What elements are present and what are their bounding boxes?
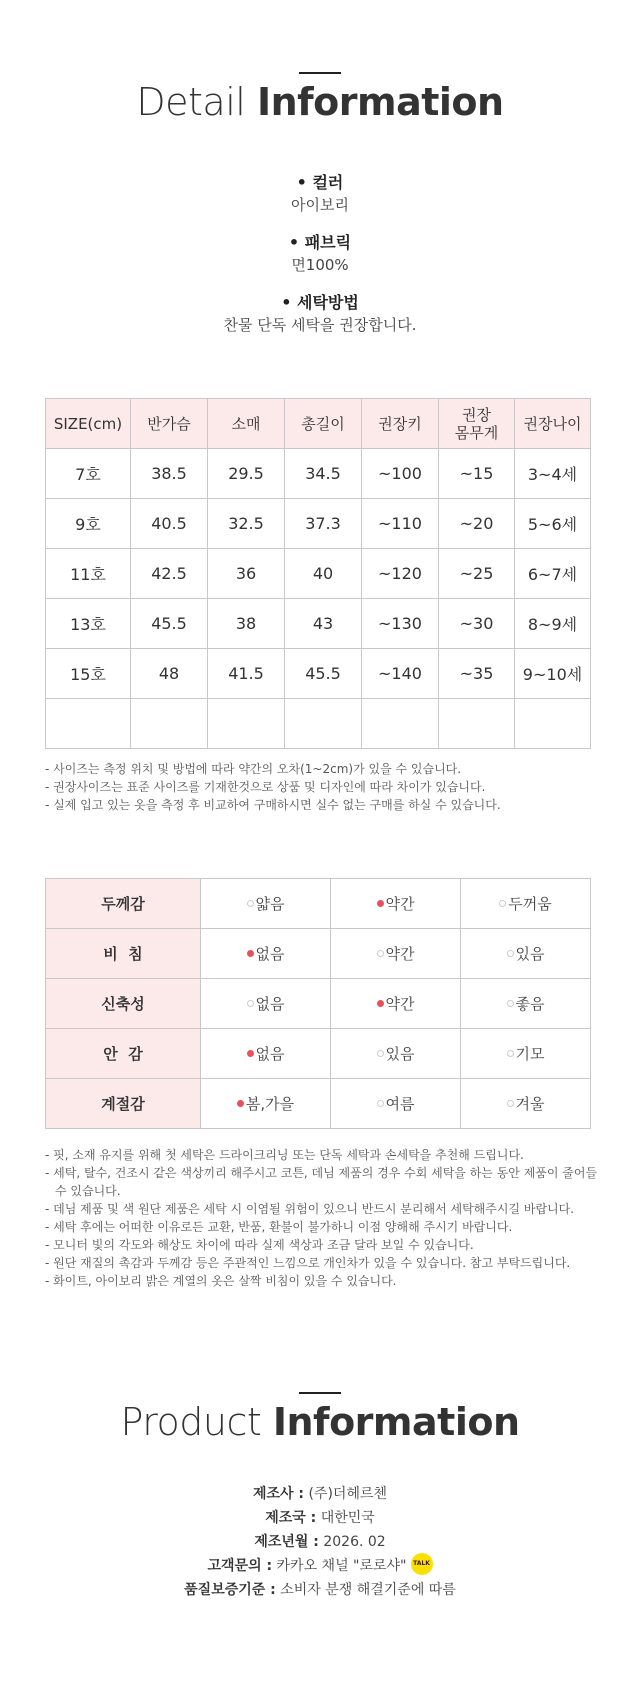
size-cell: 48 bbox=[131, 649, 208, 699]
product-info-value: (주)더헤르첸 bbox=[304, 1486, 388, 1502]
table-row bbox=[46, 449, 591, 499]
size-cell: 29.5 bbox=[208, 449, 285, 499]
selected-dot-icon bbox=[247, 950, 254, 957]
fabric-table bbox=[45, 878, 591, 1129]
table-row bbox=[46, 499, 591, 549]
note-item: - 세탁 후에는 어떠한 이유로든 교환, 반품, 환불이 불가하니 이점 양해해 주시기 바랍니다. bbox=[45, 1220, 513, 1234]
size-cell: 34.5 bbox=[285, 449, 362, 499]
fabric-label: 비 침 bbox=[46, 929, 201, 979]
note-item: - 세탁, 탈수, 건조시 같은 색상끼리 해주시고 코튼, 데님 제품의 경우 수회 세탁을 하는 동안 제품이 줄어들 수 있습니다. bbox=[45, 1166, 598, 1198]
fabric-option bbox=[461, 979, 591, 1029]
kakao-talk-icon[interactable]: TALK bbox=[411, 1553, 433, 1575]
product-title-bold: Information bbox=[272, 1400, 520, 1444]
product-info-value: 대한민국 bbox=[316, 1510, 375, 1526]
product-info-key: 제조사 : bbox=[252, 1486, 305, 1502]
note-item: - 모니터 빛의 각도와 해상도 차이에 따라 실제 색상과 조금 달라 보일 수 있습니다. bbox=[45, 1238, 474, 1252]
size-cell: 11호 bbox=[46, 549, 131, 599]
size-cell: ~30 bbox=[439, 599, 515, 649]
spec-value: 찬물 단독 세탁을 권장합니다. bbox=[223, 316, 417, 334]
unselected-dot-icon bbox=[377, 1100, 384, 1107]
unselected-dot-icon bbox=[377, 950, 384, 957]
fabric-option-label: 겨울 bbox=[515, 1095, 545, 1113]
table-row bbox=[46, 979, 591, 1029]
note-item: - 원단 재질의 촉감과 두께감 등은 주관적인 느낌으로 개인차가 있을 수 있습니다. 참고 부탁드립니다. bbox=[45, 1256, 571, 1270]
care-notes bbox=[45, 1146, 605, 1290]
spec-value: 면100% bbox=[291, 256, 349, 274]
product-title-bar bbox=[299, 1392, 341, 1394]
product-info-key: 고객문의 : bbox=[207, 1558, 273, 1574]
fabric-option-label: 있음 bbox=[515, 945, 545, 963]
size-cell bbox=[46, 699, 131, 749]
fabric-option-label: 얇음 bbox=[255, 895, 285, 913]
fabric-option-label: 좋음 bbox=[515, 995, 545, 1013]
product-title-light: Product bbox=[120, 1400, 262, 1444]
fabric-option bbox=[201, 879, 331, 929]
size-cell: 5~6세 bbox=[515, 499, 591, 549]
detail-title-bold: Information bbox=[256, 80, 504, 124]
product-info-value: 2026. 02 bbox=[318, 1534, 386, 1550]
product-info-line bbox=[0, 1578, 640, 1602]
size-header-cell: 반가슴 bbox=[131, 399, 208, 449]
size-cell bbox=[208, 699, 285, 749]
selected-dot-icon bbox=[377, 1000, 384, 1007]
product-info-value: 소비자 분쟁 해결기준에 따름 bbox=[275, 1582, 456, 1598]
size-cell: ~140 bbox=[362, 649, 439, 699]
size-table bbox=[45, 398, 591, 749]
product-info bbox=[0, 1482, 640, 1602]
fabric-label: 계절감 bbox=[46, 1079, 201, 1129]
size-cell: 40.5 bbox=[131, 499, 208, 549]
size-cell: 13호 bbox=[46, 599, 131, 649]
table-row bbox=[46, 549, 591, 599]
size-cell: 15호 bbox=[46, 649, 131, 699]
size-cell: 41.5 bbox=[208, 649, 285, 699]
fabric-option-label: 약간 bbox=[385, 945, 415, 963]
product-info-value: 카카오 채널 "로로샤" bbox=[272, 1558, 407, 1574]
size-cell: 43 bbox=[285, 599, 362, 649]
fabric-option-label: 약간 bbox=[385, 995, 415, 1013]
fabric-option-label: 있음 bbox=[385, 1045, 415, 1063]
fabric-option bbox=[201, 1029, 331, 1079]
spec-value: 아이보리 bbox=[291, 196, 349, 214]
size-header-cell: SIZE(cm) bbox=[46, 399, 131, 449]
fabric-label: 안 감 bbox=[46, 1029, 201, 1079]
product-info-line bbox=[0, 1506, 640, 1530]
unselected-dot-icon bbox=[499, 900, 506, 907]
unselected-dot-icon bbox=[247, 900, 254, 907]
note-item: - 권장사이즈는 표준 사이즈를 기재한것으로 상품 및 디자인에 따라 차이가 있습니다. bbox=[45, 780, 486, 794]
fabric-option-label: 없음 bbox=[255, 1045, 285, 1063]
fabric-option bbox=[461, 879, 591, 929]
note-item: - 사이즈는 측정 위치 및 방법에 따라 약간의 오차(1~2cm)가 있을 수 있습니다. bbox=[45, 762, 462, 776]
note-item: - 데님 제품 및 색 원단 제품은 세탁 시 이염될 위험이 있으니 반드시 분리해서 세탁해주시길 바랍니다. bbox=[45, 1202, 575, 1216]
table-row bbox=[46, 879, 591, 929]
table-row bbox=[46, 649, 591, 699]
fabric-option-label: 봄,가을 bbox=[245, 1095, 295, 1113]
unselected-dot-icon bbox=[507, 1050, 514, 1057]
detail-title bbox=[0, 80, 640, 124]
size-cell: ~20 bbox=[439, 499, 515, 549]
size-cell: ~15 bbox=[439, 449, 515, 499]
size-cell: ~35 bbox=[439, 649, 515, 699]
size-cell: 8~9세 bbox=[515, 599, 591, 649]
size-cell: 42.5 bbox=[131, 549, 208, 599]
unselected-dot-icon bbox=[377, 1050, 384, 1057]
table-row bbox=[46, 599, 591, 649]
fabric-label: 두께감 bbox=[46, 879, 201, 929]
product-info-key: 제조년월 : bbox=[254, 1534, 319, 1550]
note-item: - 실제 입고 있는 옷을 측정 후 비교하여 구매하시면 실수 없는 구매를 하실 수 있습니다. bbox=[45, 798, 501, 812]
size-cell: 38.5 bbox=[131, 449, 208, 499]
spec-washing bbox=[0, 292, 640, 336]
size-cell bbox=[362, 699, 439, 749]
fabric-option bbox=[331, 879, 461, 929]
detail-title-light: Detail bbox=[136, 80, 246, 124]
size-header-cell: 소매 bbox=[208, 399, 285, 449]
spec-label: • 패브릭 bbox=[288, 233, 352, 252]
selected-dot-icon bbox=[247, 1050, 254, 1057]
size-cell: ~25 bbox=[439, 549, 515, 599]
fabric-option bbox=[461, 929, 591, 979]
product-info-key: 제조국 : bbox=[265, 1510, 317, 1526]
size-cell bbox=[131, 699, 208, 749]
product-info-line bbox=[0, 1554, 640, 1578]
table-row bbox=[46, 929, 591, 979]
unselected-dot-icon bbox=[507, 950, 514, 957]
spec-label: • 세탁방법 bbox=[281, 293, 359, 312]
fabric-option-label: 여름 bbox=[385, 1095, 415, 1113]
size-cell: 37.3 bbox=[285, 499, 362, 549]
product-info-key: 품질보증기준 : bbox=[184, 1582, 276, 1598]
fabric-option bbox=[331, 1029, 461, 1079]
table-row bbox=[46, 699, 591, 749]
fabric-label: 신축성 bbox=[46, 979, 201, 1029]
fabric-option bbox=[201, 979, 331, 1029]
size-notes bbox=[45, 760, 605, 814]
size-header-cell: 권장나이 bbox=[515, 399, 591, 449]
fabric-option-label: 없음 bbox=[255, 995, 285, 1013]
size-header-cell: 총길이 bbox=[285, 399, 362, 449]
size-cell: 45.5 bbox=[131, 599, 208, 649]
table-row bbox=[46, 1029, 591, 1079]
size-cell: 36 bbox=[208, 549, 285, 599]
size-header-cell: 권장 몸무게 bbox=[439, 399, 515, 449]
detail-specs bbox=[0, 172, 640, 352]
note-item: - 화이트, 아이보리 밝은 계열의 옷은 살짝 비침이 있을 수 있습니다. bbox=[45, 1274, 397, 1288]
product-info-line bbox=[0, 1530, 640, 1554]
selected-dot-icon bbox=[237, 1100, 244, 1107]
spec-color bbox=[0, 172, 640, 216]
unselected-dot-icon bbox=[507, 1000, 514, 1007]
size-cell: 40 bbox=[285, 549, 362, 599]
fabric-option bbox=[461, 1029, 591, 1079]
size-cell bbox=[515, 699, 591, 749]
size-cell: ~110 bbox=[362, 499, 439, 549]
fabric-option-label: 두꺼움 bbox=[508, 895, 552, 913]
spec-label: • 컬러 bbox=[296, 173, 344, 192]
table-row bbox=[46, 1079, 591, 1129]
fabric-option bbox=[201, 1079, 331, 1129]
size-cell: ~120 bbox=[362, 549, 439, 599]
size-cell: 9~10세 bbox=[515, 649, 591, 699]
product-title bbox=[0, 1400, 640, 1444]
size-header-cell: 권장키 bbox=[362, 399, 439, 449]
size-cell: 38 bbox=[208, 599, 285, 649]
size-cell: ~130 bbox=[362, 599, 439, 649]
unselected-dot-icon bbox=[247, 1000, 254, 1007]
fabric-option-label: 기모 bbox=[515, 1045, 545, 1063]
fabric-option bbox=[201, 929, 331, 979]
detail-title-bar bbox=[299, 72, 341, 74]
note-item: - 핏, 소재 유지를 위해 첫 세탁은 드라이크리닝 또는 단독 세탁과 손세탁을 추천해 드립니다. bbox=[45, 1148, 524, 1162]
selected-dot-icon bbox=[377, 900, 384, 907]
size-cell: 6~7세 bbox=[515, 549, 591, 599]
size-table-header bbox=[46, 399, 591, 449]
product-info-line bbox=[0, 1482, 640, 1506]
size-cell: 7호 bbox=[46, 449, 131, 499]
spec-fabric bbox=[0, 232, 640, 276]
fabric-option-label: 약간 bbox=[385, 895, 415, 913]
fabric-option bbox=[331, 979, 461, 1029]
fabric-option bbox=[331, 1079, 461, 1129]
fabric-option bbox=[331, 929, 461, 979]
size-cell bbox=[439, 699, 515, 749]
unselected-dot-icon bbox=[507, 1100, 514, 1107]
fabric-option bbox=[461, 1079, 591, 1129]
size-cell: 9호 bbox=[46, 499, 131, 549]
fabric-option-label: 없음 bbox=[255, 945, 285, 963]
size-cell: 32.5 bbox=[208, 499, 285, 549]
size-cell: ~100 bbox=[362, 449, 439, 499]
size-cell bbox=[285, 699, 362, 749]
size-cell: 45.5 bbox=[285, 649, 362, 699]
size-cell: 3~4세 bbox=[515, 449, 591, 499]
